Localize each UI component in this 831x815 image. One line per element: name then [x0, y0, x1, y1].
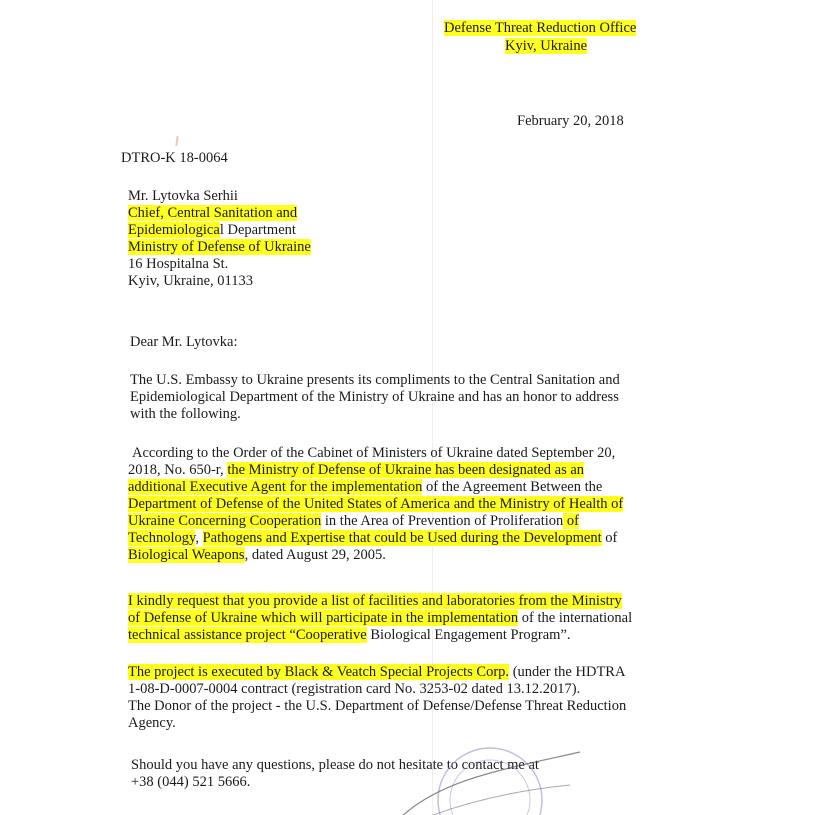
recipient-street: 16 Hospitalna St.: [128, 256, 229, 272]
paragraph-line: The U.S. Embassy to Ukraine presents its compliments to the Central Sanitation and: [130, 372, 620, 388]
paragraph-line: Should you have any questions, please do not hesitate to contact me at: [131, 757, 539, 773]
paragraph-line: Agency.: [128, 715, 176, 731]
letter-date: February 20, 2018: [517, 113, 624, 129]
paragraph-line: I kindly request that you provide a list of facilities and laboratories from the Ministry: [128, 593, 622, 609]
paragraph-line: The project is executed by Black & Veatch Special Projects Corp. (under the HDTRA: [128, 664, 626, 680]
salutation: Dear Mr. Lytovka:: [130, 334, 238, 350]
paragraph-1: [130, 372, 620, 423]
recipient-title-1: Chief, Central Sanitation and: [128, 205, 298, 221]
paragraph-line: Epidemiological Department of the Ministry of Ukraine and has an honor to address: [130, 389, 619, 405]
paragraph-line: Department of Defense of the United States of America and the Ministry of Health of: [128, 496, 624, 512]
recipient-name: Mr. Lytovka Serhii: [128, 188, 238, 204]
paragraph-4: [128, 664, 626, 732]
stamp-signature: [380, 740, 600, 815]
paragraph-line: 1-08-D-0007-0004 contract (registration card No. 3253-02 dated 13.12.2017).: [128, 681, 581, 697]
paragraph-line: technical assistance project “Cooperative Biological Engagement Program”.: [128, 627, 571, 643]
paragraph-line: with the following.: [130, 406, 241, 422]
letterhead-city: Kyiv, Ukraine: [505, 38, 588, 54]
paragraph-line: +38 (044) 521 5666.: [131, 774, 251, 790]
paragraph-line: of Defense of Ukraine which will participate in the implementation of the international: [128, 610, 633, 626]
recipient-address: [128, 188, 311, 290]
recipient-title-2: Epidemiological Department: [128, 222, 296, 238]
paragraph-line: According to the Order of the Cabinet of Ministers of Ukraine dated September 20,: [132, 445, 616, 461]
reference-number: DTRO-K 18-0064: [121, 150, 228, 166]
paragraph-line: The Donor of the project - the U.S. Department of Defense/Defense Threat Reduction: [128, 698, 627, 714]
pen-mark: [175, 136, 178, 146]
paragraph-line: Biological Weapons, dated August 29, 2005.: [128, 547, 386, 563]
paragraph-line: Ukraine Concerning Cooperation in the Area of Prevention of Proliferation of: [128, 513, 580, 529]
paragraph-3: [128, 593, 632, 644]
paragraph-line: additional Executive Agent for the implementation of the Agreement Between the: [128, 479, 603, 495]
paragraph-2: [128, 445, 623, 564]
paragraph-line: Technology, Pathogens and Expertise that could be Used during the Development of: [128, 530, 618, 546]
recipient-ministry: Ministry of Defense of Ukraine: [128, 239, 311, 255]
letterhead-office: Defense Threat Reduction Office: [444, 20, 637, 36]
paragraph-line: 2018, No. 650-r, the Ministry of Defense of Ukraine has been designated as an: [128, 462, 585, 478]
recipient-city: Kyiv, Ukraine, 01133: [128, 273, 253, 289]
